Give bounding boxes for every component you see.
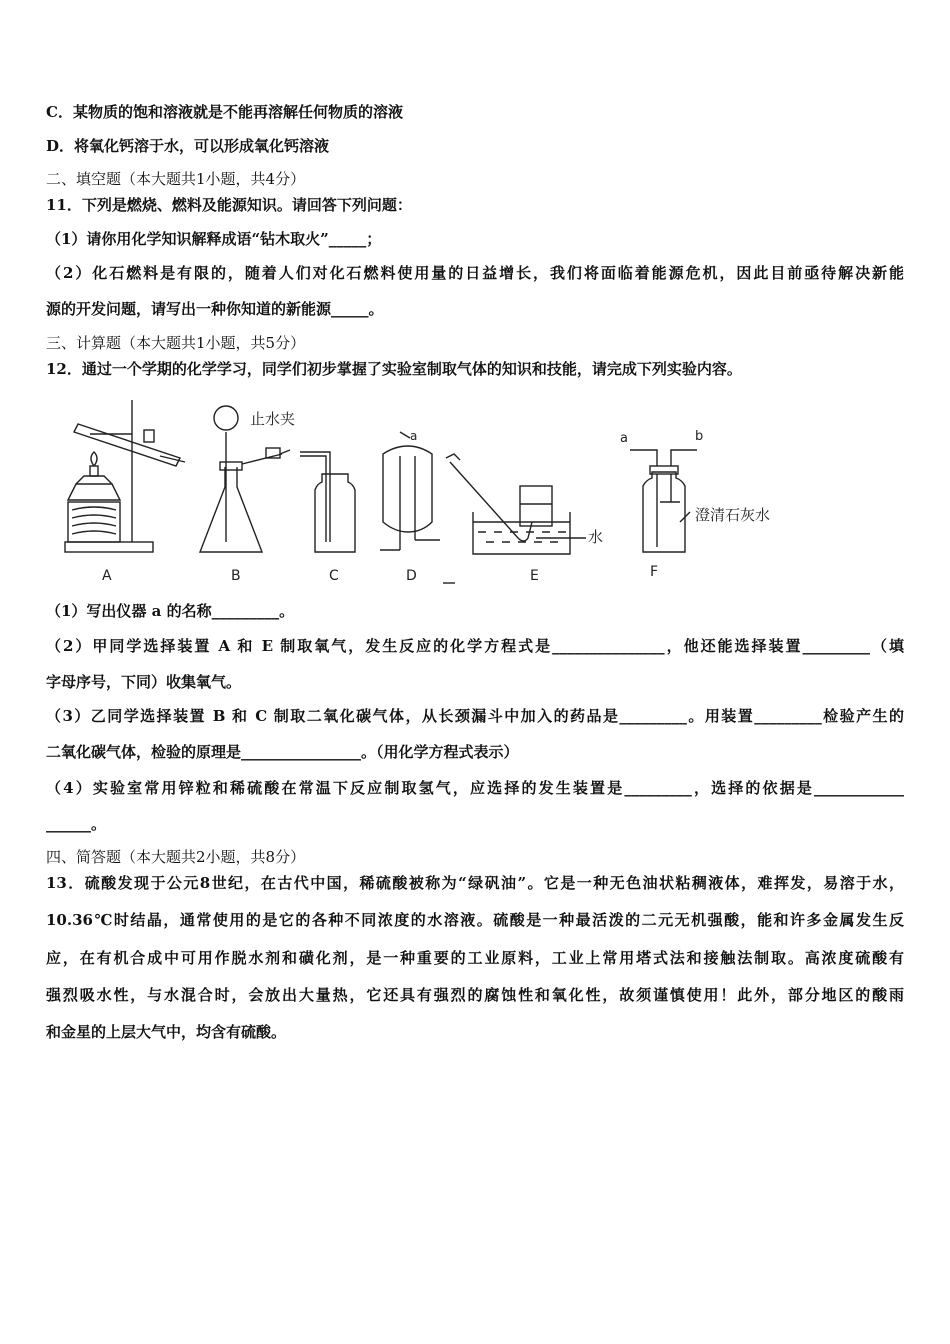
question-13-line-3: 应，在有机合成中可用作脱水剂和磺化剂，是一种重要的工业原料，工业上常用塔式法和接触法制取。高浓度硫酸有: [46, 949, 904, 967]
f-label-b: b: [695, 429, 704, 444]
question-12-part-4-line-2: ______。: [46, 815, 107, 833]
question-13-line-4: 强烈吸水性，与水混合时，会放出大量热，它还具有强烈的腐蚀性和氧化性，故须谨慎使用！此外，部分地区的酸雨: [46, 986, 904, 1004]
question-12-part-4-line-1: （4）实验室常用锌粒和稀硫酸在常温下反应制取氢气，应选择的发生装置是_________，选择的依据是____________: [46, 779, 904, 797]
section-heading-short-answer: 四、简答题（本大题共2小题，共8分）: [46, 848, 306, 866]
question-12-part-2-line-1: （2）甲同学选择装置 A 和 E 制取氧气，发生反应的化学方程式是_______________，他还能选择装置_________（填: [46, 637, 904, 655]
question-12-part-3-line-1: （3）乙同学选择装置 B 和 C 制取二氧化碳气体，从长颈漏斗中加入的药品是_________。用装置_________检验产生的: [46, 707, 904, 725]
apparatus-f: [630, 450, 697, 552]
lab-apparatus-figure: [50, 392, 810, 592]
question-12: 12．通过一个学期的化学学习，同学们初步掌握了实验室制取气体的知识和技能，请完成下列实验内容。: [46, 360, 742, 378]
apparatus-c: [300, 452, 355, 552]
label-b: B: [231, 568, 241, 584]
d-label-a: a: [410, 429, 418, 443]
option-d: D．将氧化钙溶于水，可以形成氧化钙溶液: [46, 137, 330, 155]
question-13-line-2: 10.36℃时结晶，通常使用的是它的各种不同浓度的水溶液。硫酸是一种最活泼的二元无机强酸，能和许多金属发生反: [46, 911, 904, 929]
question-12-part-2-line-2: 字母序号，下同）收集氧气。: [46, 673, 242, 691]
option-c: C．某物质的饱和溶液就是不能再溶解任何物质的溶液: [46, 103, 403, 121]
question-11-part-2-line-2: 源的开发问题，请写出一种你知道的新能源_____。: [46, 300, 384, 318]
clamp-label: 止水夹: [250, 410, 296, 428]
question-11-part-1: （1）请你用化学知识解释成语“钻木取火”_____；: [46, 230, 382, 248]
question-11: 11．下列是燃烧、燃料及能源知识。请回答下列问题：: [46, 196, 412, 214]
f-label-a: a: [620, 431, 628, 446]
label-a: A: [102, 568, 112, 584]
label-e: E: [530, 568, 539, 584]
section-heading-fill-blank: 二、填空题（本大题共1小题，共4分）: [46, 170, 306, 188]
question-12-part-1: （1）写出仪器 a 的名称_________。: [46, 602, 295, 620]
apparatus-d: [380, 432, 440, 550]
section-heading-calculation: 三、计算题（本大题共1小题，共5分）: [46, 334, 306, 352]
question-11-part-2-line-1: （2）化石燃料是有限的，随着人们对化石燃料使用量的日益增长，我们将面临着能源危机，因此目前亟待解决新能: [46, 264, 904, 282]
label-c: C: [329, 568, 339, 584]
water-label: 水: [588, 528, 604, 546]
label-d: D: [406, 568, 417, 584]
question-13-line-5: 和金星的上层大气中，均含有硫酸。: [46, 1023, 287, 1041]
question-13-line-1: 13．硫酸发现于公元8世纪，在古代中国，稀硫酸被称为“绿矾油”。它是一种无色油状粘稠液体，难挥发，易溶于水，: [46, 874, 904, 892]
limewater-label: 澄清石灰水: [695, 506, 771, 524]
apparatus-e: [446, 454, 586, 554]
apparatus-a: [65, 400, 185, 552]
label-f: F: [650, 564, 659, 580]
question-12-part-3-line-2: 二氧化碳气体，检验的原理是________________。（用化学方程式表示）: [46, 743, 519, 761]
